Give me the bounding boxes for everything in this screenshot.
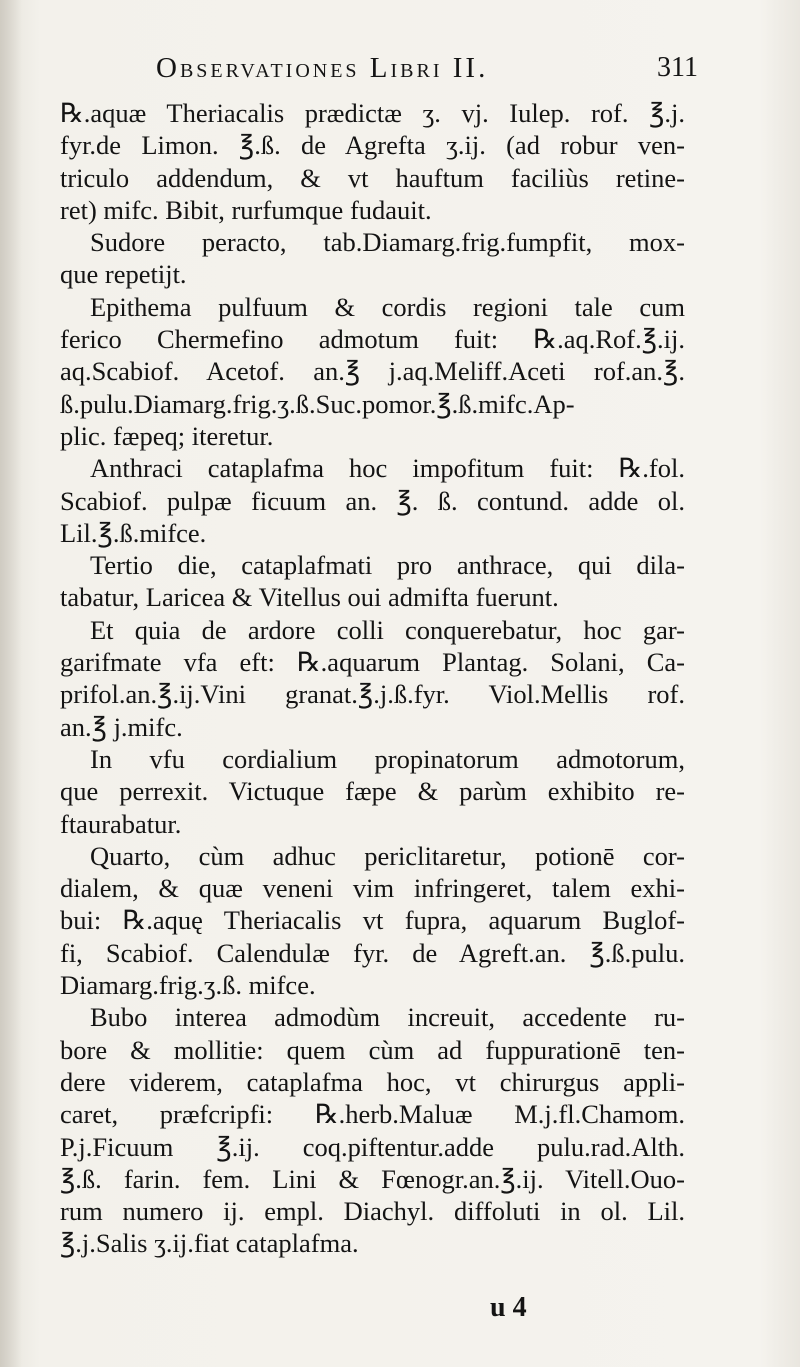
text-line: Et quia de ardore colli conquerebatur, hoc gar- [90,614,685,645]
page-header [60,52,700,92]
text-line: rum numero ij. empl. Diachyl. diffoluti in ol. Lil. [60,1196,685,1227]
text-line: garifmate vfa eft: ℞.aquarum Plantag. Solani, Ca- [60,647,685,678]
text-line: Diamarg.frig.ʒ.ß. mifce. [60,970,316,1001]
text-line: que perrexit. Victuque fæpe & parùm exhibito re- [60,776,685,807]
text-line: bui: ℞.aquę Theriacalis vt fupra, aquarum Buglof- [60,905,685,936]
text-line: Lil.℥.ß.mifce. [60,517,207,548]
page-footer [60,1292,685,1332]
body-text [60,97,685,1260]
text-line: dialem, & quæ veneni vim infringeret, talem exhi- [60,873,685,904]
text-line: caret, præfcripfi: ℞.herb.Maluæ M.j.fl.Chamom. [60,1099,685,1130]
text-line: ret) mifc. Bibit, rurfumque fudauit. [60,194,432,225]
text-line: Sudore peracto, tab.Diamarg.frig.fumpfit, mox- [90,227,685,258]
text-line: ℥.j.Salis ʒ.ij.fiat cataplafma. [60,1228,359,1259]
text-line: ß.pulu.Diamarg.frig.ʒ.ß.Suc.pomor.℥.ß.mifc.Ap- [60,388,575,419]
text-line: que repetijt. [60,259,187,290]
text-line: dere viderem, cataplafma hoc, vt chirurgus appli- [60,1066,685,1097]
text-line: prifol.an.℥.ij.Vini granat.℥.j.ß.fyr. Viol.Mellis rof. [60,679,685,710]
text-line: Scabiof. pulpæ ficuum an. ℥. ß. contund. adde ol. [60,485,685,516]
running-title: Observationes Libri II. [156,52,489,84]
text-line: fyr.de Limon. ℥.ß. de Agrefta ʒ.ij. (ad robur ven- [60,130,685,161]
text-line: bore & mollitie: quem cùm ad fuppurationē ten- [60,1034,685,1065]
text-line: plic. fæpeq; iteretur. [60,420,274,451]
text-line: Anthraci cataplafma hoc impofitum fuit: ℞.fol. [90,453,685,484]
gutter-shadow [0,0,22,1367]
text-line: fi, Scabiof. Calendulæ fyr. de Agreft.an. ℥.ß.pulu. [60,937,685,968]
text-line: tabatur, Laricea & Vitellus oui admifta fuerunt. [60,582,559,613]
text-line: ftaurabatur. [60,808,182,839]
text-line: Epithema pulfuum & cordis regioni tale cum [90,291,685,322]
page-number: 311 [657,52,698,83]
text-line: triculo addendum, & vt hauftum faciliùs retine- [60,162,685,193]
text-line: Tertio die, cataplafmati pro anthrace, qui dila- [90,550,685,581]
text-line: P.j.Ficuum ℥.ij. coq.piftentur.adde pulu.rad.Alth. [60,1131,685,1162]
text-line: an.℥ j.mifc. [60,711,183,742]
signature-mark: u 4 [490,1292,527,1323]
text-line: ℞.aquæ Theriacalis prædictæ ʒ. vj. Iulep. rof. ℥.j. [60,98,685,128]
text-line: aq.Scabiof. Acetof. an.℥ j.aq.Meliff.Aceti rof.an.℥. [60,356,685,387]
text-line: ferico Chermefino admotum fuit: ℞.aq.Rof.℥.ij. [60,324,685,355]
text-line: ℥.ß. farin. fem. Lini & Fœnogr.an.℥.ij. Vitell.Ouo- [60,1163,685,1194]
text-line: Bubo interea admodùm increuit, accedente ru- [90,1002,685,1033]
text-line: Quarto, cùm adhuc periclitaretur, potionē cor- [90,840,685,871]
text-line: In vfu cordialium propinatorum admotorum, [90,743,685,774]
